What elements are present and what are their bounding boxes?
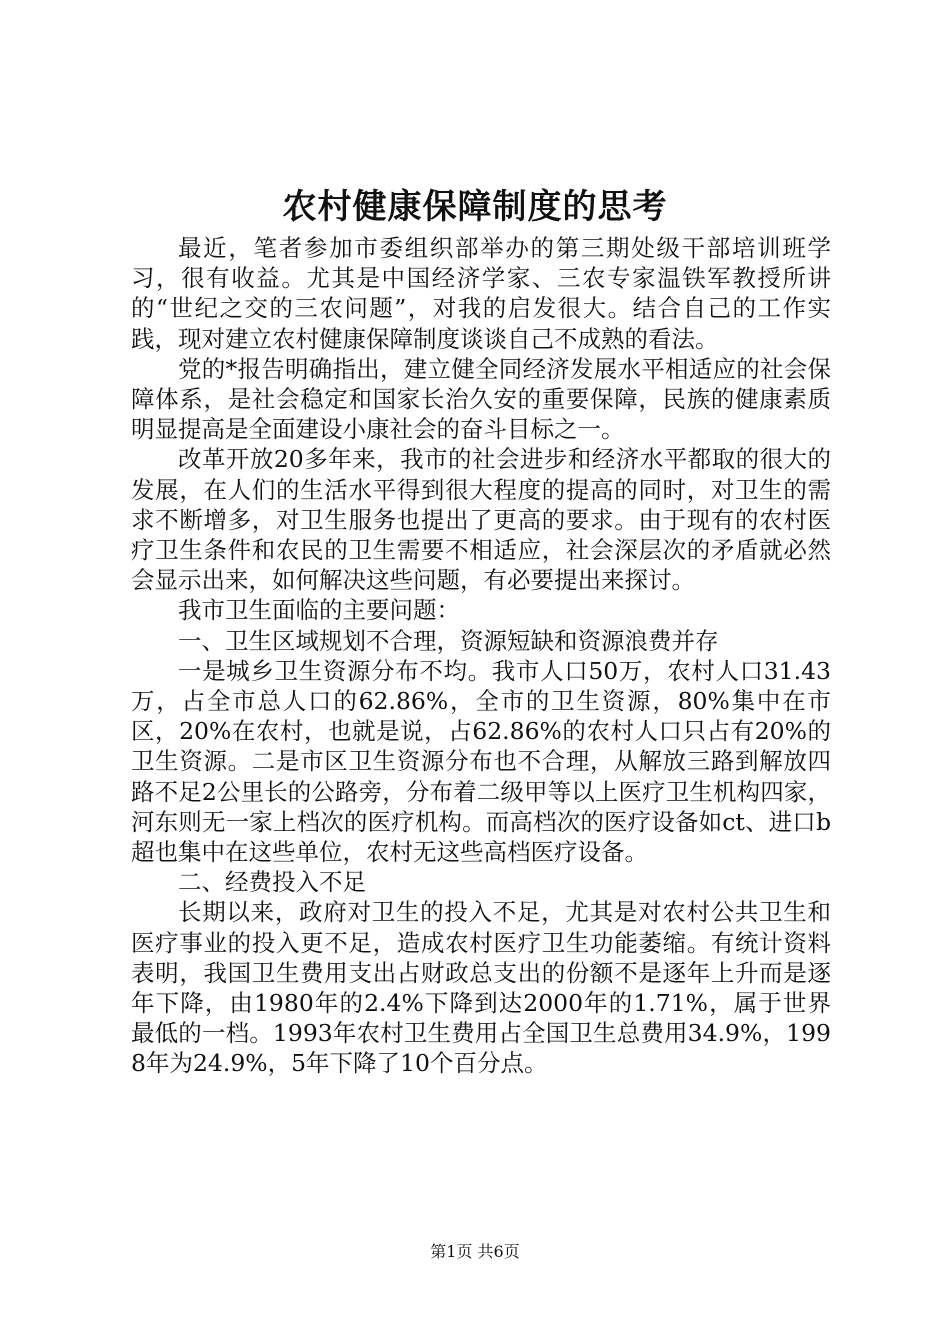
paragraph-reform: 改革开放20多年来，我市的社会进步和经济水平都取的很大的发展，在人们的生活水平得到很大程度的提高的同时，对卫生的需求不断增多，对卫生服务也提出了更高的要求。由于现有的农村医疗卫生条件和农民的卫生需要不相适应，社会深层次的矛盾就必然会显示出来，如何解决这些问题，有必要提出来探讨。	[131, 445, 831, 595]
document-title: 农村健康保障制度的思考	[282, 187, 668, 227]
paragraph-funding: 长期以来，政府对卫生的投入不足，尤其是对农村公共卫生和医疗事业的投入更不足，造成农村医疗卫生功能萎缩。有统计资料表明，我国卫生费用支出占财政总支出的份额不是逐年上升而是逐年下降，由1980年的2.4%下降到达2000年的1.71%，属于世界最低的一档。1993年农村卫生费用占全国卫生总费用34.9%，1998年为24.9%，5年下降了10个百分点。	[131, 898, 831, 1078]
paragraph-report: 党的*报告明确指出，建立健全同经济发展水平相适应的社会保障体系，是社会稳定和国家长治久安的重要保障，民族的健康素质明显提高是全面建设小康社会的奋斗目标之一。	[131, 354, 831, 444]
section-heading-funding: 二、经费投入不足	[178, 868, 366, 897]
section-heading-main-problems: 我市卫生面临的主要问题：	[178, 596, 460, 625]
section-heading-planning: 一、卫生区域规划不合理，资源短缺和资源浪费并存	[178, 626, 719, 655]
paragraph-resource-distribution: 一是城乡卫生资源分布不均。我市人口50万，农村人口31.43万，占全市总人口的62.86%，全市的卫生资源，80%集中在市区，20%在农村，也就是说，占62.86%的农村人口只占有20%的卫生资源。二是市区卫生资源分布也不合理，从解放三路到解放四路不足2公里长的公路旁，分布着二级甲等以上医疗卫生机构四家，河东则无一家上档次的医疗机构。而高档次的医疗设备如ct、进口b超也集中在这些单位，农村无这些高档医疗设备。	[131, 656, 831, 867]
document-body	[131, 233, 831, 1079]
paragraph-intro: 最近，笔者参加市委组织部举办的第三期处级干部培训班学习，很有收益。尤其是中国经济学家、三农专家温铁军教授所讲的“世纪之交的三农问题”，对我的启发很大。结合自己的工作实践，现对建立农村健康保障制度谈谈自己不成熟的看法。	[131, 234, 831, 353]
page-footer: 第1页 共6页	[430, 1242, 520, 1261]
